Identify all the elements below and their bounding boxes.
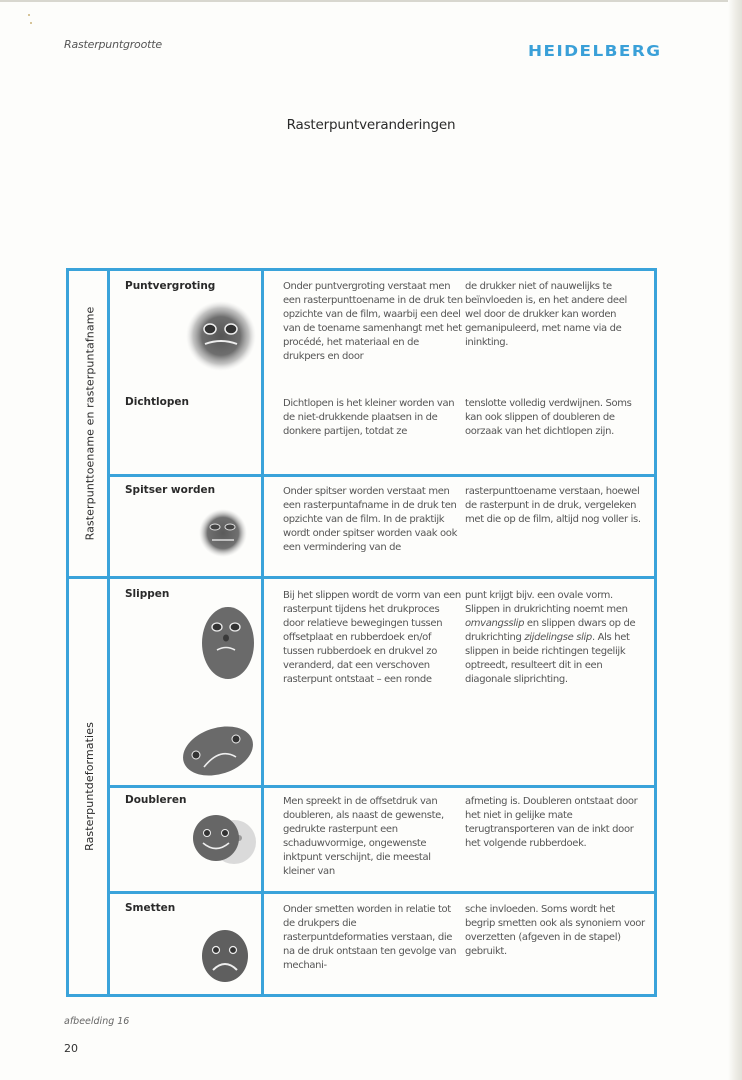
- paper-speck: [28, 14, 30, 16]
- smeared-dot-face-illustration: [200, 928, 250, 984]
- row-divider: [107, 785, 657, 788]
- page-number: 20: [64, 1042, 78, 1055]
- description-col2: afmeting is. Doubleren ontstaat door het niet in gelijke mate terugtransporteren van de inkt door het volgende rubberdoek.: [465, 796, 638, 849]
- italic-term: zijdelingse slip: [524, 632, 592, 643]
- text-run: punt krijgt bijv. een ovale vorm. Slippen in drukrichting noemt men: [465, 590, 628, 615]
- description-col1: Dichtlopen is het kleiner worden van de niet-drukkende plaatsen in de donkere partijen, totdat ze: [283, 398, 455, 437]
- description-col2: rasterpunttoename verstaan, hoewel de rasterpunt in de druk, vergeleken met die op de film, altijd nog voller is.: [465, 486, 641, 525]
- term-dichtlopen: Dichtlopen: [125, 396, 189, 408]
- diagonal-oval-dot-face-illustration: [180, 725, 256, 777]
- description-col1: Bij het slippen wordt de vorm van een rasterpunt tijdens het drukproces door relatieve bewegingen tussen offsetplaat en rubberdoek en/of tussen rubberdoek en drukvel zo veranderd, dat een verschoven rasterpunt ontstaat – een ronde: [283, 590, 461, 685]
- group-label-deformations: Rasterpuntdeformaties: [83, 722, 97, 851]
- group-divider: [66, 576, 657, 579]
- description-col2: tenslotte volledig verdwijnen. Soms kan ook slippen of doubleren de oorzaak van het dichtlopen zijn.: [465, 398, 632, 437]
- description-col2: sche invloeden. Soms wordt het begrip smetten ook als synoniem voor overzetten (afgeven in de stapel) gebruikt.: [465, 904, 645, 957]
- page-binding-shadow: [728, 0, 742, 1080]
- term-slippen: Slippen: [125, 588, 170, 600]
- row-divider: [107, 891, 657, 894]
- term-doubleren: Doubleren: [125, 794, 187, 806]
- reduced-dot-face-illustration: [198, 508, 248, 558]
- paper-speck: [30, 22, 32, 24]
- text-run: en slippen dwars op de drukrichting: [465, 618, 636, 643]
- figure-caption: afbeelding 16: [64, 1016, 130, 1027]
- description-col1: Onder smetten worden in relatie tot de drukpers die rasterpuntdeformaties verstaan, die na de druk ontstaan ten gevolge van mechani-: [283, 904, 457, 971]
- heidelberg-logo: HEIDELBERG: [528, 42, 662, 60]
- running-head: Rasterpuntgrootte: [64, 38, 162, 51]
- term-column-divider: [261, 268, 264, 997]
- term-smetten: Smetten: [125, 902, 176, 914]
- description-col1: Onder puntvergroting verstaat men een rasterpunttoename in de druk ten opzichte van de film, waarbij een deel van de toename samenhangt met het procédé, het materiaal en de drukpers en door: [283, 281, 463, 362]
- term-spitser-worden: Spitser worden: [125, 484, 216, 496]
- vertical-oval-dot-face-illustration: [200, 605, 256, 681]
- doubled-dot-face-illustration: [188, 812, 258, 868]
- enlarged-dot-face-illustration: [185, 300, 257, 372]
- group-label-increase-decrease: Rasterpunttoename en rasterpuntafname: [83, 306, 96, 541]
- text-run: . Als het slippen in beide richtingen tegelijk optreedt, resulteert dit in een diagonale sliprichting.: [465, 632, 630, 685]
- description-col1: Onder spitser worden verstaat men een rasterpuntafname in de druk ten opzichte van de film. In de praktijk wordt onder spitser worden vaak ook een vermindering van de: [283, 486, 458, 553]
- description-col2: [465, 589, 645, 687]
- description-col1: Men spreekt in de offsetdruk van doubleren, als naast de gewenste, gedrukte rasterpunt een schaduwvormige, ongewenste inktpunt verschijnt, die meestal kleiner van: [283, 796, 444, 877]
- italic-term: omvangsslip: [465, 618, 525, 629]
- term-puntvergroting: Puntvergroting: [125, 280, 216, 292]
- description-col2: de drukker niet of nauwelijks te beïnvloeden is, en het andere deel wel door de drukker kan worden gemanipuleerd, met name via de ininkting.: [465, 281, 627, 348]
- page-title: Rasterpuntveranderingen: [286, 117, 456, 133]
- row-divider: [107, 474, 657, 477]
- page-top-edge: [0, 0, 742, 2]
